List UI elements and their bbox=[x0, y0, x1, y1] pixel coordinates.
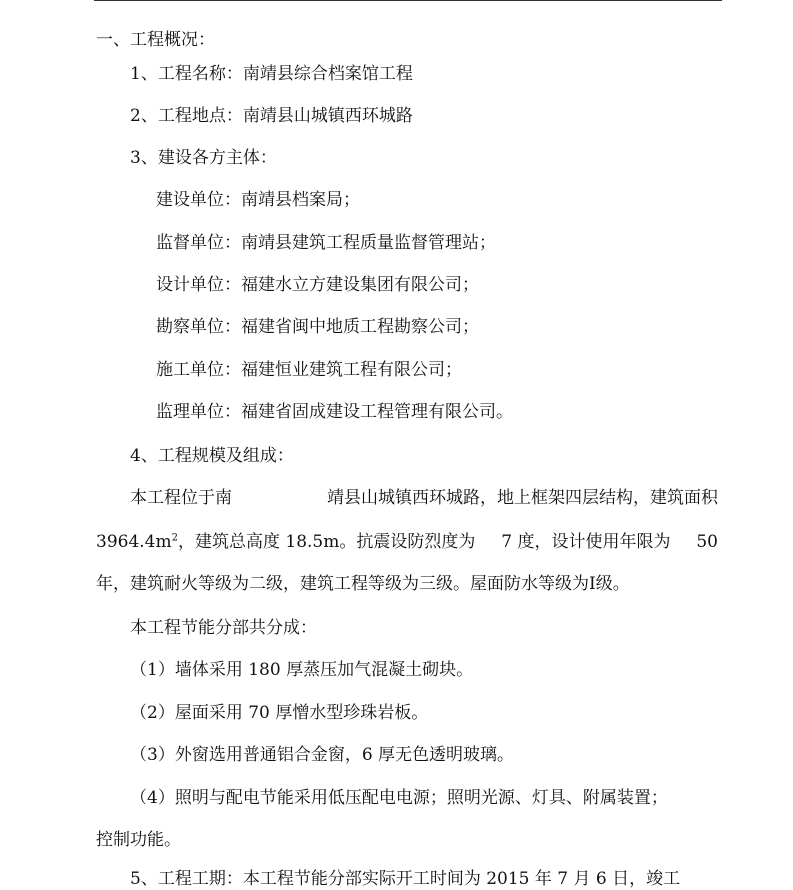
project-location: 2、工程地点：南靖县山城镇西环城路 bbox=[130, 106, 413, 126]
party-supervisor: 监理单位：福建省固成建设工程管理有限公司。 bbox=[156, 402, 513, 422]
scale-paragraph-line2 bbox=[96, 531, 718, 553]
schedule-line-cut: 5、工程工期：本工程节能分部实际开工时间为 2015 年 7 月 6 日，竣工 bbox=[130, 869, 681, 889]
service-life-value: 50 bbox=[696, 532, 718, 552]
party-supervision: 监督单位：南靖县建筑工程质量监督管理站； bbox=[156, 233, 496, 253]
party-design: 设计单位：福建水立方建设集团有限公司； bbox=[156, 275, 479, 295]
seismic-text: 7 度，设计使用年限为 bbox=[501, 532, 671, 552]
project-name: 1、工程名称：南靖县综合档案馆工程 bbox=[130, 64, 413, 84]
energy-item-3: （3）外窗选用普通铝合金窗，6 厚无色透明玻璃。 bbox=[130, 745, 515, 765]
area-value: $3964.4m^2$，建筑总高度 18.5m。抗震设防烈度为 bbox=[96, 532, 476, 552]
energy-item-1: （1）墙体采用 180 厚蒸压加气混凝土砌块。 bbox=[130, 660, 474, 680]
parties-heading: 3、建设各方主体： bbox=[130, 148, 277, 168]
party-owner: 建设单位：南靖县档案局； bbox=[156, 190, 360, 210]
party-construction: 施工单位：福建恒业建筑工程有限公司； bbox=[156, 360, 462, 380]
section-heading: 一、工程概况： bbox=[96, 30, 215, 50]
energy-item-2: （2）屋面采用 70 厚憎水型珍珠岩板。 bbox=[130, 703, 429, 723]
scale-heading: 4、工程规模及组成： bbox=[130, 446, 294, 466]
party-survey: 勘察单位：福建省闽中地质工程勘察公司； bbox=[156, 317, 479, 337]
scale-paragraph-line3: 年，建筑耐火等级为二级，建筑工程等级为三级。屋面防水等级为Ⅰ级。 bbox=[96, 574, 630, 594]
energy-intro: 本工程节能分部共分成： bbox=[130, 618, 317, 638]
scale-text-a: 本工程位于南 bbox=[130, 488, 232, 508]
scale-paragraph-line1 bbox=[130, 487, 718, 509]
energy-item-4-continued: 控制功能。 bbox=[96, 830, 181, 850]
scale-text-b: 靖县山城镇西环城路，地上框架四层结构，建筑面积 bbox=[327, 488, 718, 508]
energy-item-4: （4）照明与配电节能采用低压配电电源；照明光源、灯具、附属装置； bbox=[130, 788, 668, 808]
page-top-rule bbox=[94, 0, 722, 1]
